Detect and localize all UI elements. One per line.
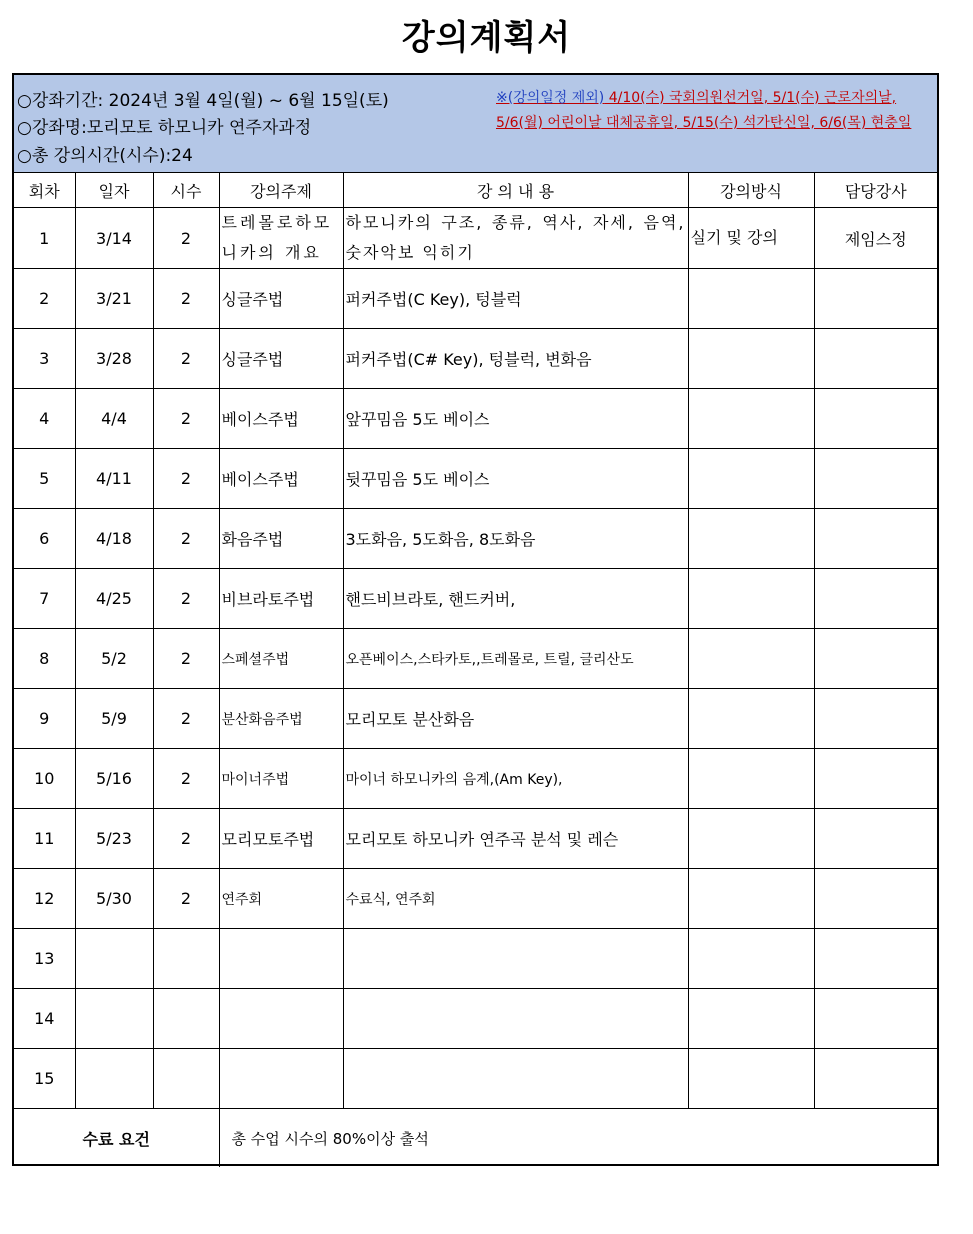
session-topic: 싱글주법: [219, 329, 343, 389]
session-content: 핸드비브라토, 핸드커버,: [343, 569, 688, 629]
session-date: 4/4: [75, 389, 153, 449]
session-number: 4: [14, 389, 75, 449]
session-hours: 2: [153, 689, 219, 749]
session-method: [688, 629, 814, 689]
course-total-hours: ○총 강의시간(시수):24: [17, 146, 193, 166]
session-instructor: [814, 569, 937, 629]
session-date: 4/25: [75, 569, 153, 629]
session-topic: 베이스주법: [219, 449, 343, 509]
notice-prefix: ※(강의일정 제외): [496, 90, 605, 106]
session-hours: 2: [153, 809, 219, 869]
session-method: [688, 929, 814, 989]
session-content: [343, 989, 688, 1049]
table-row: [14, 989, 937, 1049]
session-method: [688, 329, 814, 389]
session-hours: 2: [153, 208, 219, 269]
course-period: ○강좌기간: 2024년 3월 4일(월) ~ 6월 15일(토): [17, 91, 389, 111]
session-hours: 2: [153, 569, 219, 629]
session-date: 3/14: [75, 208, 153, 269]
session-hours: [153, 989, 219, 1049]
session-topic: 마이너주법: [219, 749, 343, 809]
session-method: [688, 809, 814, 869]
session-method: [688, 449, 814, 509]
session-topic: 화음주법: [219, 509, 343, 569]
session-hours: 2: [153, 269, 219, 329]
table-row: [14, 269, 937, 329]
completion-label: 수료 요건: [14, 1109, 219, 1168]
session-content: 퍼커주법(C# Key), 텅블럭, 변화음: [343, 329, 688, 389]
session-hours: 2: [153, 749, 219, 809]
session-number: 12: [14, 869, 75, 929]
table-row: [14, 449, 937, 509]
session-content: 3도화음, 5도화음, 8도화음: [343, 509, 688, 569]
session-instructor: [814, 449, 937, 509]
session-instructor: [814, 929, 937, 989]
session-topic: [219, 929, 343, 989]
session-topic: [219, 989, 343, 1049]
session-hours: 2: [153, 389, 219, 449]
session-content: [343, 929, 688, 989]
header-hours: 시수: [153, 173, 219, 208]
session-topic: 비브라토주법: [219, 569, 343, 629]
session-method: [688, 689, 814, 749]
table-row: [14, 509, 937, 569]
session-content: 수료식, 연주회: [343, 869, 688, 929]
session-content: 퍼커주법(C Key), 텅블럭: [343, 269, 688, 329]
session-content: 모리모토 하모니카 연주곡 분석 및 레슨: [343, 809, 688, 869]
session-content: 뒷꾸밈음 5도 베이스: [343, 449, 688, 509]
completion-requirement: 총 수업 시수의 80%이상 출석: [219, 1109, 937, 1168]
table-row: [14, 689, 937, 749]
table-row: [14, 569, 937, 629]
table-row: [14, 629, 937, 689]
session-date: [75, 989, 153, 1049]
session-date: 4/11: [75, 449, 153, 509]
session-method: 실기 및 강의: [688, 208, 814, 269]
session-topic: 싱글주법: [219, 269, 343, 329]
session-instructor: [814, 329, 937, 389]
header-instructor: 담당강사: [814, 173, 937, 208]
session-topic: 모리모토주법: [219, 809, 343, 869]
header-date: 일자: [75, 173, 153, 208]
session-instructor: [814, 869, 937, 929]
session-date: [75, 1049, 153, 1109]
session-topic: [219, 1049, 343, 1109]
header-topic: 강의주제: [219, 173, 343, 208]
session-number: 6: [14, 509, 75, 569]
session-hours: 2: [153, 329, 219, 389]
session-topic: 연주회: [219, 869, 343, 929]
session-number: 13: [14, 929, 75, 989]
session-method: [688, 749, 814, 809]
session-content: 앞꾸밈음 5도 베이스: [343, 389, 688, 449]
session-date: 5/23: [75, 809, 153, 869]
session-instructor: [814, 1049, 937, 1109]
session-hours: 2: [153, 869, 219, 929]
session-date: 3/21: [75, 269, 153, 329]
session-number: 14: [14, 989, 75, 1049]
header-session: 회차: [14, 173, 75, 208]
session-method: [688, 269, 814, 329]
session-date: 5/2: [75, 629, 153, 689]
session-number: 1: [14, 208, 75, 269]
session-hours: [153, 1049, 219, 1109]
table-row: [14, 749, 937, 809]
session-method: [688, 389, 814, 449]
session-instructor: [814, 809, 937, 869]
session-topic: 베이스주법: [219, 389, 343, 449]
session-number: 11: [14, 809, 75, 869]
session-number: 2: [14, 269, 75, 329]
session-instructor: [814, 989, 937, 1049]
table-row: [14, 809, 937, 869]
session-method: [688, 1049, 814, 1109]
session-date: 5/9: [75, 689, 153, 749]
session-date: 4/18: [75, 509, 153, 569]
table-row: [14, 929, 937, 989]
session-date: 3/28: [75, 329, 153, 389]
session-number: 5: [14, 449, 75, 509]
session-date: 5/30: [75, 869, 153, 929]
session-instructor: 제임스정: [814, 208, 937, 269]
session-method: [688, 569, 814, 629]
session-instructor: [814, 689, 937, 749]
table-row: [14, 329, 937, 389]
session-method: [688, 869, 814, 929]
session-hours: 2: [153, 509, 219, 569]
lecture-schedule-table: [14, 173, 937, 1167]
session-topic: 스페셜주법: [219, 629, 343, 689]
session-content: 하모니카의 구조, 종류, 역사, 자세, 음역, 숫자악보 익히기: [343, 208, 688, 269]
session-date: 5/16: [75, 749, 153, 809]
excluded-dates-notice: [496, 86, 936, 136]
session-content: 모리모토 분산화음: [343, 689, 688, 749]
session-method: [688, 509, 814, 569]
session-instructor: [814, 749, 937, 809]
session-instructor: [814, 269, 937, 329]
session-number: 9: [14, 689, 75, 749]
table-row: [14, 208, 937, 269]
session-number: 15: [14, 1049, 75, 1109]
session-content: 마이너 하모니카의 음계,(Am Key),: [343, 749, 688, 809]
completion-row: [14, 1109, 937, 1168]
header-content: 강 의 내 용: [343, 173, 688, 208]
lecture-plan-sheet: [12, 73, 939, 1166]
session-number: 3: [14, 329, 75, 389]
session-instructor: [814, 629, 937, 689]
table-row: [14, 389, 937, 449]
session-number: 7: [14, 569, 75, 629]
table-row: [14, 869, 937, 929]
session-number: 8: [14, 629, 75, 689]
session-hours: 2: [153, 449, 219, 509]
session-hours: 2: [153, 629, 219, 689]
session-content: 오픈베이스,스타카토,,트레몰로, 트릴, 글리산도: [343, 629, 688, 689]
session-topic: 분산화음주법: [219, 689, 343, 749]
session-instructor: [814, 389, 937, 449]
notice-dates: 4/10(수) 국회의원선거일, 5/1(수) 근로자의날, 5/6(월) 어린이날 대체공휴일, 5/15(수) 석가탄신일, 6/6(목) 현충일: [496, 90, 912, 131]
course-name: ○강좌명:모리모토 하모니카 연주자과정: [17, 118, 312, 138]
session-hours: [153, 929, 219, 989]
session-topic: 트레몰로하모니카의 개요: [219, 208, 343, 269]
session-content: [343, 1049, 688, 1109]
table-header-row: [14, 173, 937, 208]
session-date: [75, 929, 153, 989]
page-title: 강의계획서: [401, 18, 572, 58]
session-number: 10: [14, 749, 75, 809]
session-instructor: [814, 509, 937, 569]
course-info-box: [14, 75, 937, 173]
table-row: [14, 1049, 937, 1109]
session-method: [688, 989, 814, 1049]
header-method: 강의방식: [688, 173, 814, 208]
